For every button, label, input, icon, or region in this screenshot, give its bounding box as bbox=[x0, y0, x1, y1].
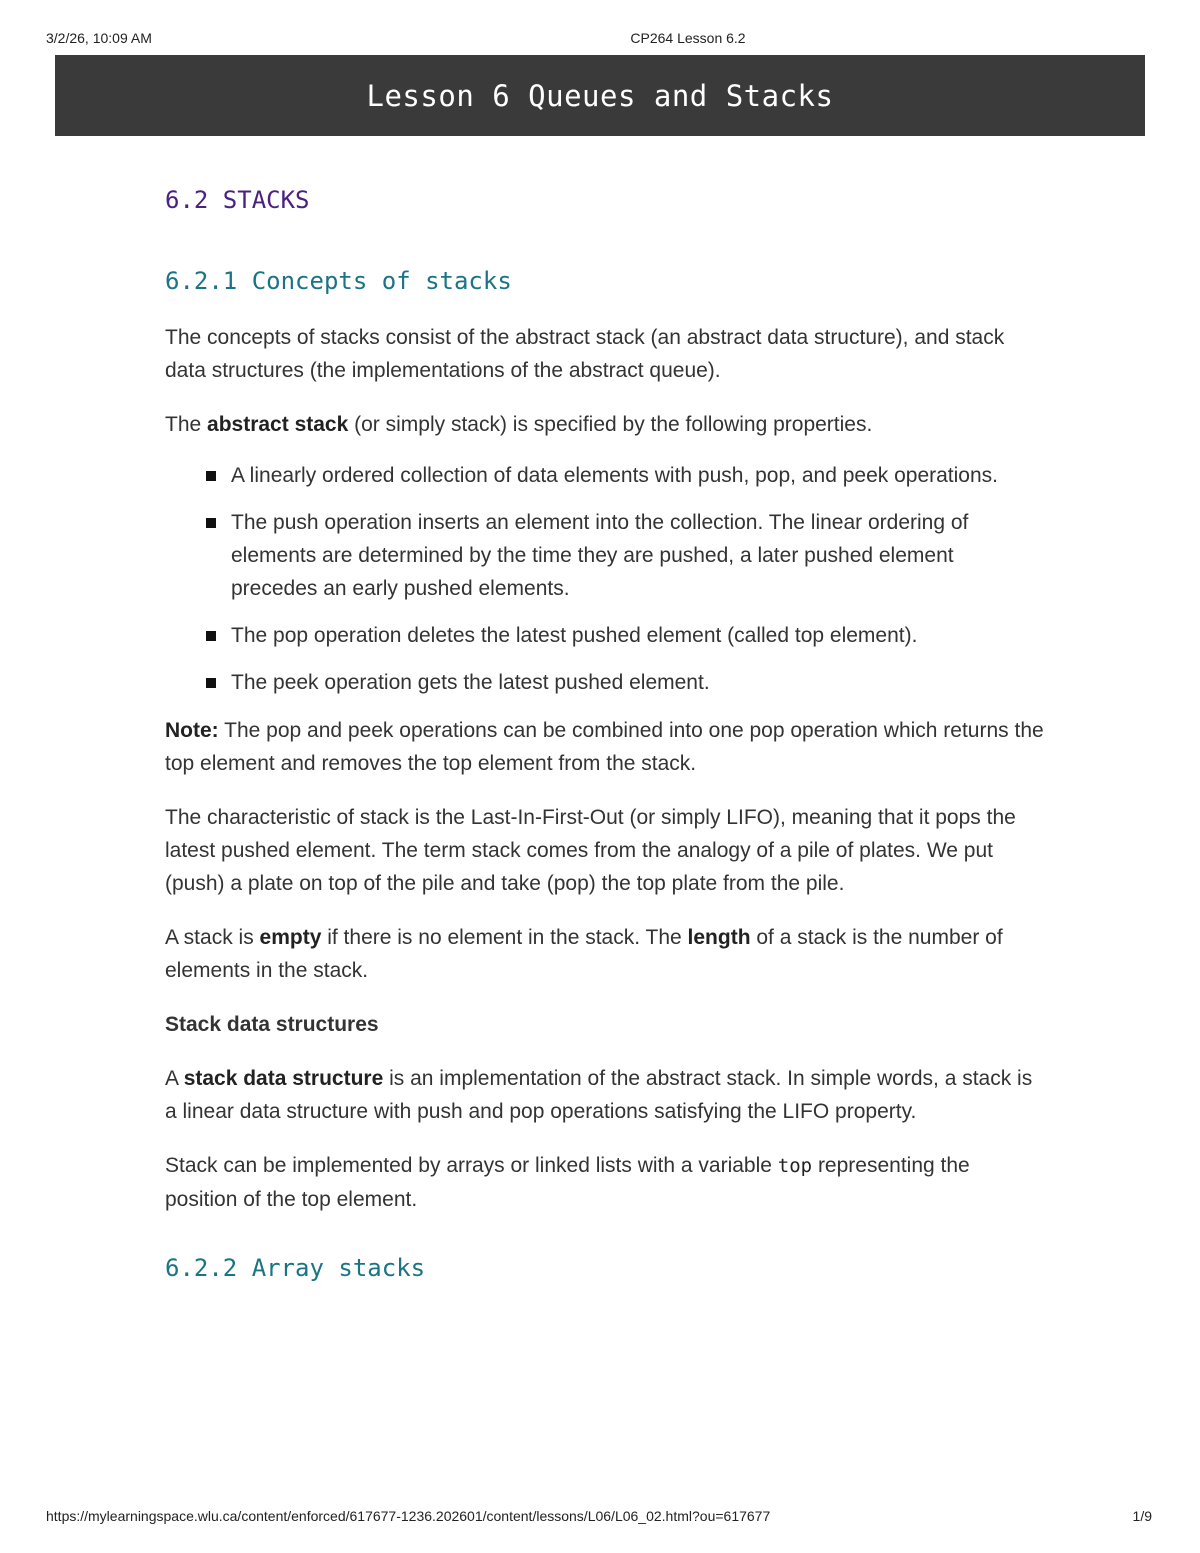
abstract-stack-paragraph bbox=[165, 408, 1045, 441]
ds-pre: A bbox=[165, 1067, 184, 1090]
properties-list bbox=[165, 459, 1045, 699]
abstract-stack-term: abstract stack bbox=[207, 413, 349, 436]
stack-data-structures-heading: Stack data structures bbox=[165, 1013, 379, 1036]
length-term: length bbox=[687, 926, 751, 949]
lifo-paragraph: The characteristic of stack is the Last-In-First-Out (or simply LIFO), meaning that it pops the latest pushed element. The term stack comes from the analogy of a pile of plates. We put (push) a plate on top of the pile and take (pop) the top plate from the pile. bbox=[165, 806, 1016, 895]
list-item-text: The pop operation deletes the latest pushed element (called top element). bbox=[231, 624, 918, 647]
abstract-post: (or simply stack) is specified by the following properties. bbox=[348, 413, 873, 436]
lesson-title: Lesson 6 Queues and Stacks bbox=[366, 78, 834, 113]
empty-length-paragraph bbox=[165, 921, 1045, 987]
empty-post: of a stack is the number of elements in the stack. bbox=[165, 926, 1003, 982]
list-item-text: A linearly ordered collection of data elements with push, pop, and peek operations. bbox=[231, 464, 998, 487]
list-item bbox=[205, 666, 1045, 699]
lesson-banner bbox=[55, 55, 1145, 136]
print-datetime: 3/2/26, 10:09 AM bbox=[46, 30, 152, 46]
impl-post: representing the position of the top element. bbox=[165, 1154, 970, 1211]
ds-post: is an implementation of the abstract stack. In simple words, a stack is a linear data structure with push and pop operations satisfying the LIFO property. bbox=[165, 1067, 1033, 1123]
implementation-paragraph bbox=[165, 1149, 1045, 1216]
page-url: https://mylearningspace.wlu.ca/content/enforced/617677-1236.202601/content/lessons/L06/L06_02.html?ou=617677 bbox=[46, 1508, 771, 1524]
note-paragraph bbox=[165, 714, 1045, 780]
print-header bbox=[0, 30, 1200, 50]
empty-pre: A stack is bbox=[165, 926, 260, 949]
stack-data-structure-term: stack data structure bbox=[183, 1067, 384, 1090]
print-footer bbox=[0, 1508, 1200, 1528]
top-code: top bbox=[777, 1155, 813, 1177]
empty-mid: if there is no element in the stack. The bbox=[321, 926, 688, 949]
note-label: Note: bbox=[165, 719, 219, 742]
abstract-pre: The bbox=[165, 413, 208, 436]
list-item bbox=[205, 459, 1045, 492]
square-bullet-icon bbox=[206, 678, 216, 688]
page-number: 1/9 bbox=[1132, 1508, 1152, 1524]
list-item bbox=[205, 619, 1045, 652]
square-bullet-icon bbox=[206, 471, 216, 481]
lesson-content bbox=[165, 180, 1045, 1288]
square-bullet-icon bbox=[206, 631, 216, 641]
list-item-text: The peek operation gets the latest pushed element. bbox=[231, 671, 710, 694]
impl-pre: Stack can be implemented by arrays or linked lists with a variable bbox=[165, 1154, 778, 1177]
section-heading: 6.2 STACKS bbox=[165, 186, 310, 214]
subsection-heading-array-stacks: 6.2.2 Array stacks bbox=[165, 1254, 426, 1282]
intro-paragraph: The concepts of stacks consist of the abstract stack (an abstract data structure), and stack data structures (the implementations of the abstract queue). bbox=[165, 326, 1005, 382]
empty-term: empty bbox=[259, 926, 322, 949]
subsection-heading-concepts: 6.2.1 Concepts of stacks bbox=[165, 267, 512, 295]
note-text: The pop and peek operations can be combined into one pop operation which returns the top element and removes the top element from the stack. bbox=[165, 719, 1044, 775]
square-bullet-icon bbox=[206, 518, 216, 528]
list-item-text: The push operation inserts an element into the collection. The linear ordering of elements are determined by the time they are pushed, a later pushed element precedes an early pushed elements. bbox=[231, 511, 969, 600]
print-page-title: CP264 Lesson 6.2 bbox=[630, 30, 746, 46]
list-item bbox=[205, 506, 1045, 605]
data-structure-paragraph bbox=[165, 1062, 1045, 1128]
